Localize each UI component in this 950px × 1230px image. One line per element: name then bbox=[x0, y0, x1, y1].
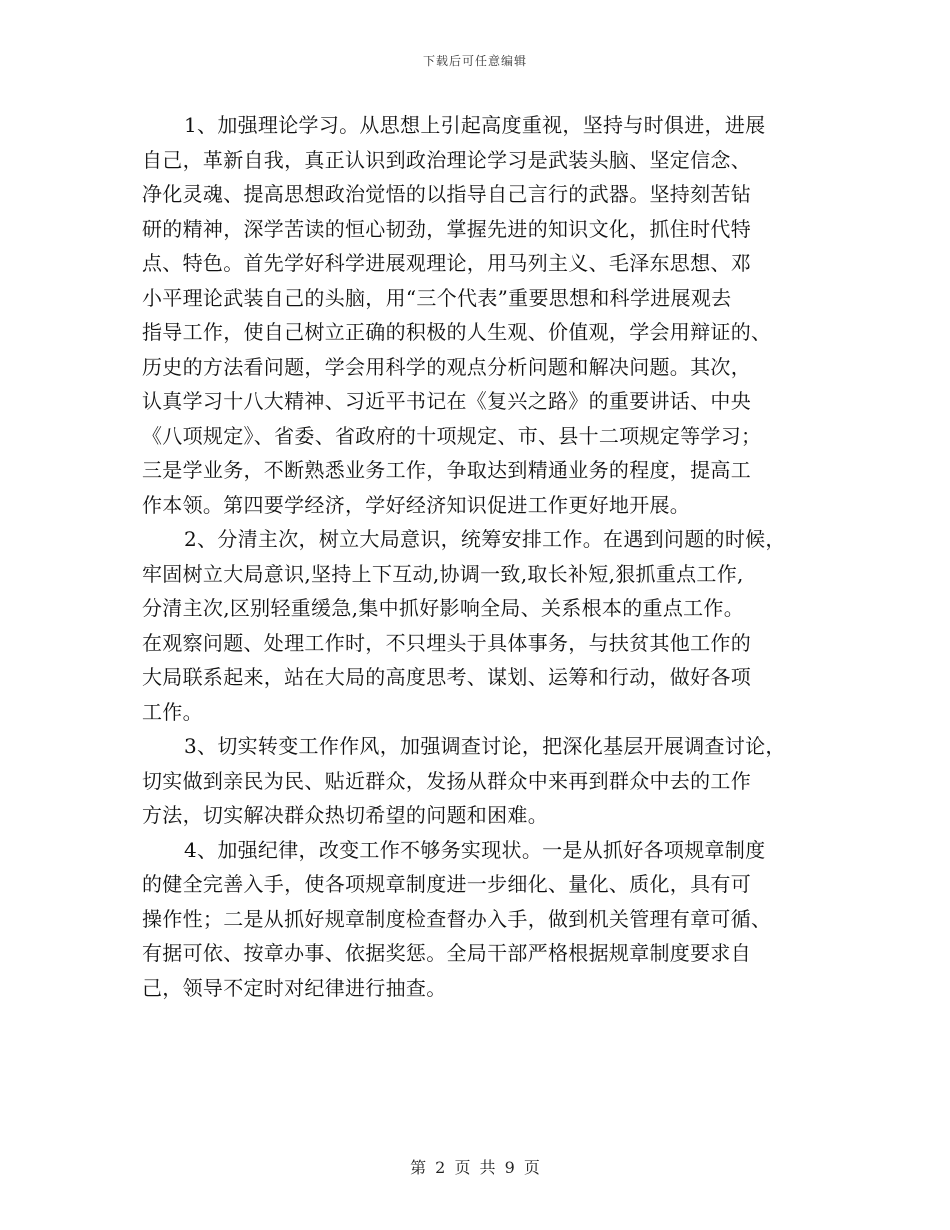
paragraph bbox=[142, 729, 810, 833]
paragraph bbox=[142, 108, 810, 522]
text-line: 作本领。第四要学经济，学好经济知识促进工作更好地开展。 bbox=[142, 492, 691, 517]
text-line: 1、加强理论学习。从思想上引起高度重视，坚持与时俱进，进展 bbox=[184, 113, 766, 137]
text-line: 3、切实转变工作作风，加强调查讨论，把深化基层开展调查讨论， bbox=[184, 734, 786, 758]
paragraph bbox=[142, 833, 810, 1006]
text-line: 指导工作，使自己树立正确的积极的人生观、价值观，学会用辩证的、 bbox=[142, 320, 772, 344]
text-line: 净化灵魂、提高思想政治觉悟的以指导自己言行的武器。坚持刻苦钻 bbox=[142, 182, 751, 206]
text-line: 己，领导不定时对纪律进行抽查。 bbox=[142, 975, 447, 1000]
text-line: 历史的方法看问题，学会用科学的观点分析问题和解决问题。其次， bbox=[142, 354, 751, 379]
text-line: 切实做到亲民为民、贴近群众，发扬从群众中来再到群众中去的工作 bbox=[142, 768, 751, 793]
text-line: 《八项规定》、省委、省政府的十项规定、市、县十二项规定等学习； bbox=[142, 423, 762, 448]
text-line: 方法，切实解决群众热切希望的问题和困难。 bbox=[142, 803, 548, 827]
text-line: 自己，革新自我，真正认识到政治理论学习是武装头脑、坚定信念、 bbox=[142, 147, 751, 172]
document-body bbox=[142, 108, 810, 1005]
text-line: 研的精神，深学苦读的恒心韧劲，掌握先进的知识文化，抓住时代特 bbox=[142, 216, 751, 241]
paragraph bbox=[142, 522, 810, 729]
page-header: 下载后可任意编辑 bbox=[422, 54, 527, 68]
text-line: 分清主次,区别轻重缓急,集中抓好影响全局、关系根本的重点工作。 bbox=[142, 596, 745, 620]
text-line: 大局联系起来，站在大局的高度思考、谋划、运筹和行动，做好各项 bbox=[142, 665, 751, 689]
text-line: 认真学习十八大精神、习近平书记在《复兴之路》的重要讲话、中央 bbox=[142, 389, 751, 413]
text-line: 牢固树立大局意识,坚持上下互动,协调一致,取长补短,狠抓重点工作, bbox=[142, 561, 744, 586]
page-footer: 第 2 页 共 9 页 bbox=[410, 1158, 540, 1177]
text-line: 点、特色。首先学好科学进展观理论，用马列主义、毛泽东思想、邓 bbox=[142, 251, 751, 275]
text-line: 2、分清主次，树立大局意识，统筹安排工作。在遇到问题的时候， bbox=[184, 527, 786, 551]
text-line: 有据可依、按章办事、依据奖惩。全局干部严格根据规章制度要求自 bbox=[142, 941, 751, 965]
text-line: 工作。 bbox=[142, 699, 203, 724]
text-line: 操作性；二是从抓好规章制度检查督办入手，做到机关管理有章可循、 bbox=[142, 906, 772, 931]
text-line: 在观察问题、处理工作时，不只埋头于具体事务，与扶贫其他工作的 bbox=[142, 630, 751, 655]
text-line: 小平理论武装自己的头脑，用“三个代表”重要思想和科学进展观去 bbox=[142, 285, 732, 310]
text-line: 三是学业务，不断熟悉业务工作，争取达到精通业务的程度，提高工 bbox=[142, 458, 751, 482]
text-line: 4、加强纪律，改变工作不够务实现状。一是从抓好各项规章制度 bbox=[184, 837, 766, 862]
text-line: 的健全完善入手，使各项规章制度进一步细化、量化、质化，具有可 bbox=[142, 872, 751, 896]
